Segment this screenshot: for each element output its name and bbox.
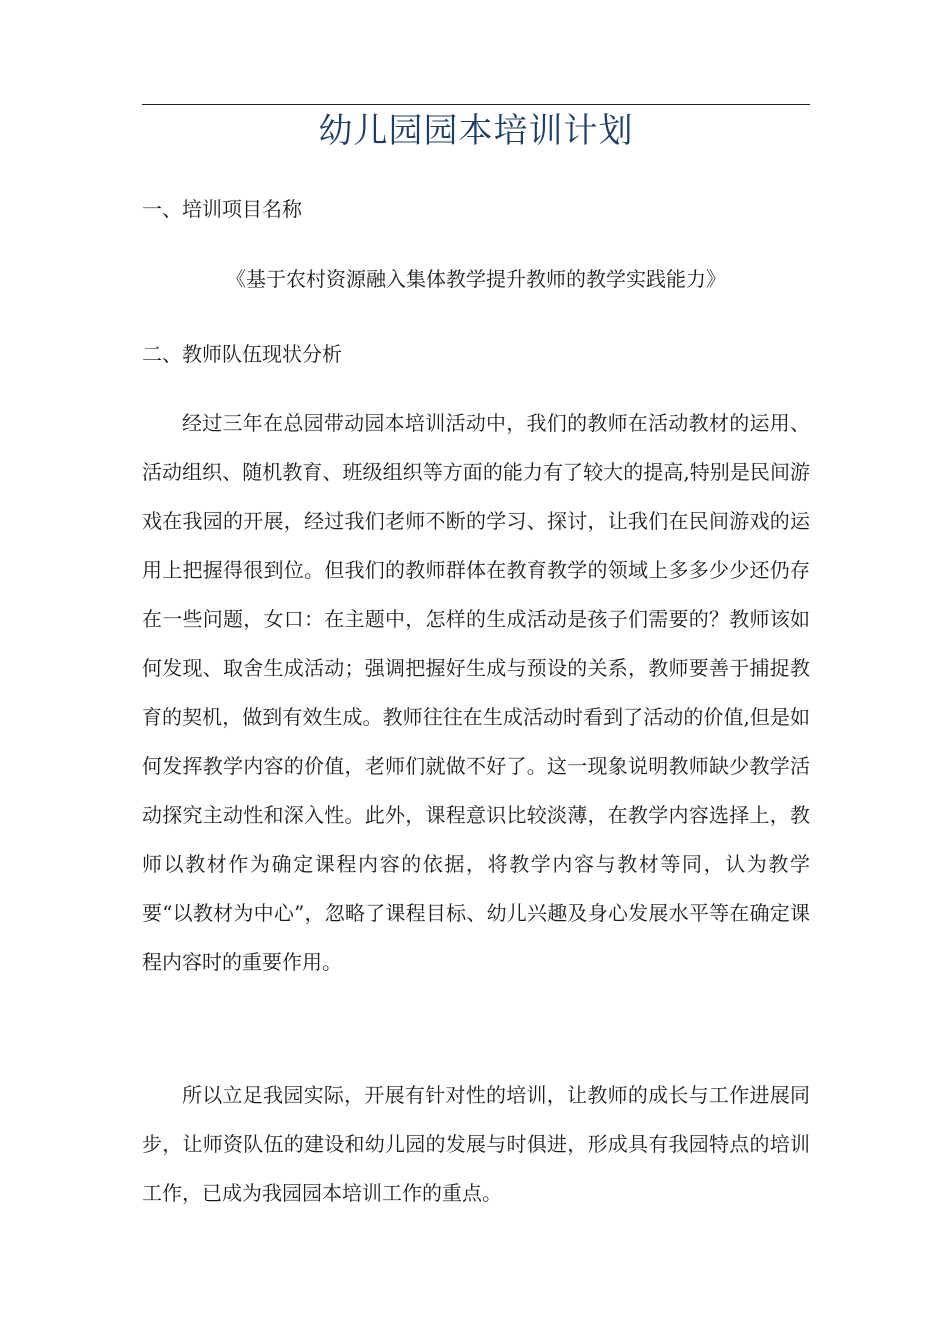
section-heading-project-name: 一、培训项目名称 [142,197,302,221]
paragraph-conclusion: 所以立足我园实际，开展有针对性的培训，让教师的成长与工作进展同步，让师资队伍的建设和幼儿园的发展与时俱进，形成具有我园特点的培训工作，已成为我园园本培训工作的重点。 [142,1083,810,1205]
project-name: 《基于农村资源融入集体教学提升教师的教学实践能力》 [226,267,726,291]
document-title: 幼儿园园本培训计划 [318,111,634,151]
section-heading-staff-analysis: 二、教师队伍现状分析 [142,342,342,366]
paragraph-analysis: 经过三年在总园带动园本培训活动中，我们的教师在活动教材的运用、活动组织、随机教育、班级组织等方面的能力有了较大的提高,特别是民间游戏在我园的开展，经过我们老师不断的学习、探讨，让我们在民间游戏的运用上把握得很到位。但我们的教师群体在教育教学的领域上多多少少还仍存在一些问题，女口：在主题中，怎样的生成活动是孩子们需要的？教师该如何发现、取舍生成活动；强调把握好生成与预设的关系，教师要善于捕捉教育的契机，做到有效生成。教师往往在生成活动时看到了活动的价值,但是如何发挥教学内容的价值，老师们就做不好了。这一现象说明教师缺少教学活动探究主动性和深入性。此外，课程意识比较淡薄，在教学内容选择上，教师以教材作为确定课程内容的依据，将教学内容与教材等同，认为教学要“以教材为中心”，忽略了课程目标、幼儿兴趣及身心发展水平等在确定课程内容时的重要作用。 [142,411,810,974]
